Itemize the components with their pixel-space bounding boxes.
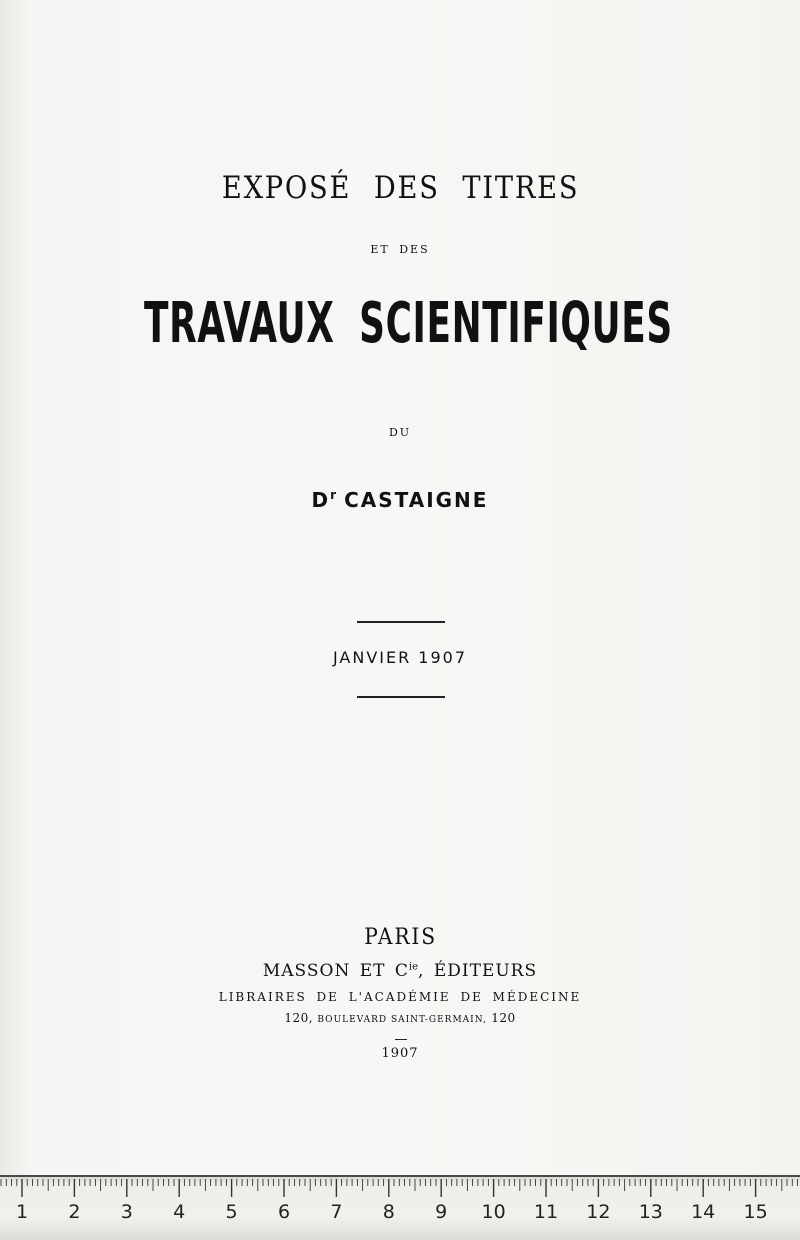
ruler-number: 7 [330,1201,343,1223]
ruler-number: 6 [277,1201,291,1223]
publisher-name-sup: ie [408,961,419,973]
divider-bottom [357,696,445,698]
author-prefix-sup: r [330,488,337,502]
ruler-ticks [0,1177,800,1201]
author-name: CASTAIGNE [344,488,489,512]
address-street: BOULEVARD SAINT-GERMAIN, [317,1015,487,1025]
ruler-number: 9 [435,1201,448,1223]
ruler-number: 8 [382,1201,395,1223]
publisher-name-part2: , ÉDITEURS [418,961,538,981]
small-dash [395,1039,407,1040]
measuring-ruler [0,1175,800,1240]
date-line: JANVIER 1907 [332,648,468,667]
divider-top [357,621,445,623]
publisher-libraires: LIBRAIRES DE L'ACADÉMIE DE MÉDECINE [218,990,582,1004]
publisher-name-part1: MASSON ET C [262,961,409,981]
ruler-number: 14 [691,1201,716,1223]
publisher-name [0,961,800,981]
ruler-number: 3 [120,1201,133,1223]
title-line-du: DU [388,426,412,439]
address-number-1: 120, [284,1011,314,1025]
ruler-number: 5 [225,1201,238,1223]
author-line [0,488,800,512]
author-prefix: D [311,488,331,512]
ruler-number: 4 [173,1201,186,1223]
title-line-et-des: ET DES [370,243,430,256]
ruler-number: 10 [481,1201,506,1223]
publication-year: 1907 [381,1046,419,1061]
ruler-number: 13 [638,1201,663,1223]
publisher-city: PARIS [364,925,437,950]
ruler-number: 2 [68,1201,81,1223]
ruler-number: 11 [533,1201,559,1223]
title-line-expose: EXPOSÉ DES TITRES [221,170,580,206]
title-line-travaux: TRAVAUX SCIENTIFIQUES [144,291,673,356]
address-number-2: 120 [491,1011,516,1025]
ruler-number: 12 [586,1201,611,1223]
ruler-number: 15 [743,1201,768,1223]
publisher-address [0,1011,800,1025]
ruler-number: 1 [15,1201,29,1223]
